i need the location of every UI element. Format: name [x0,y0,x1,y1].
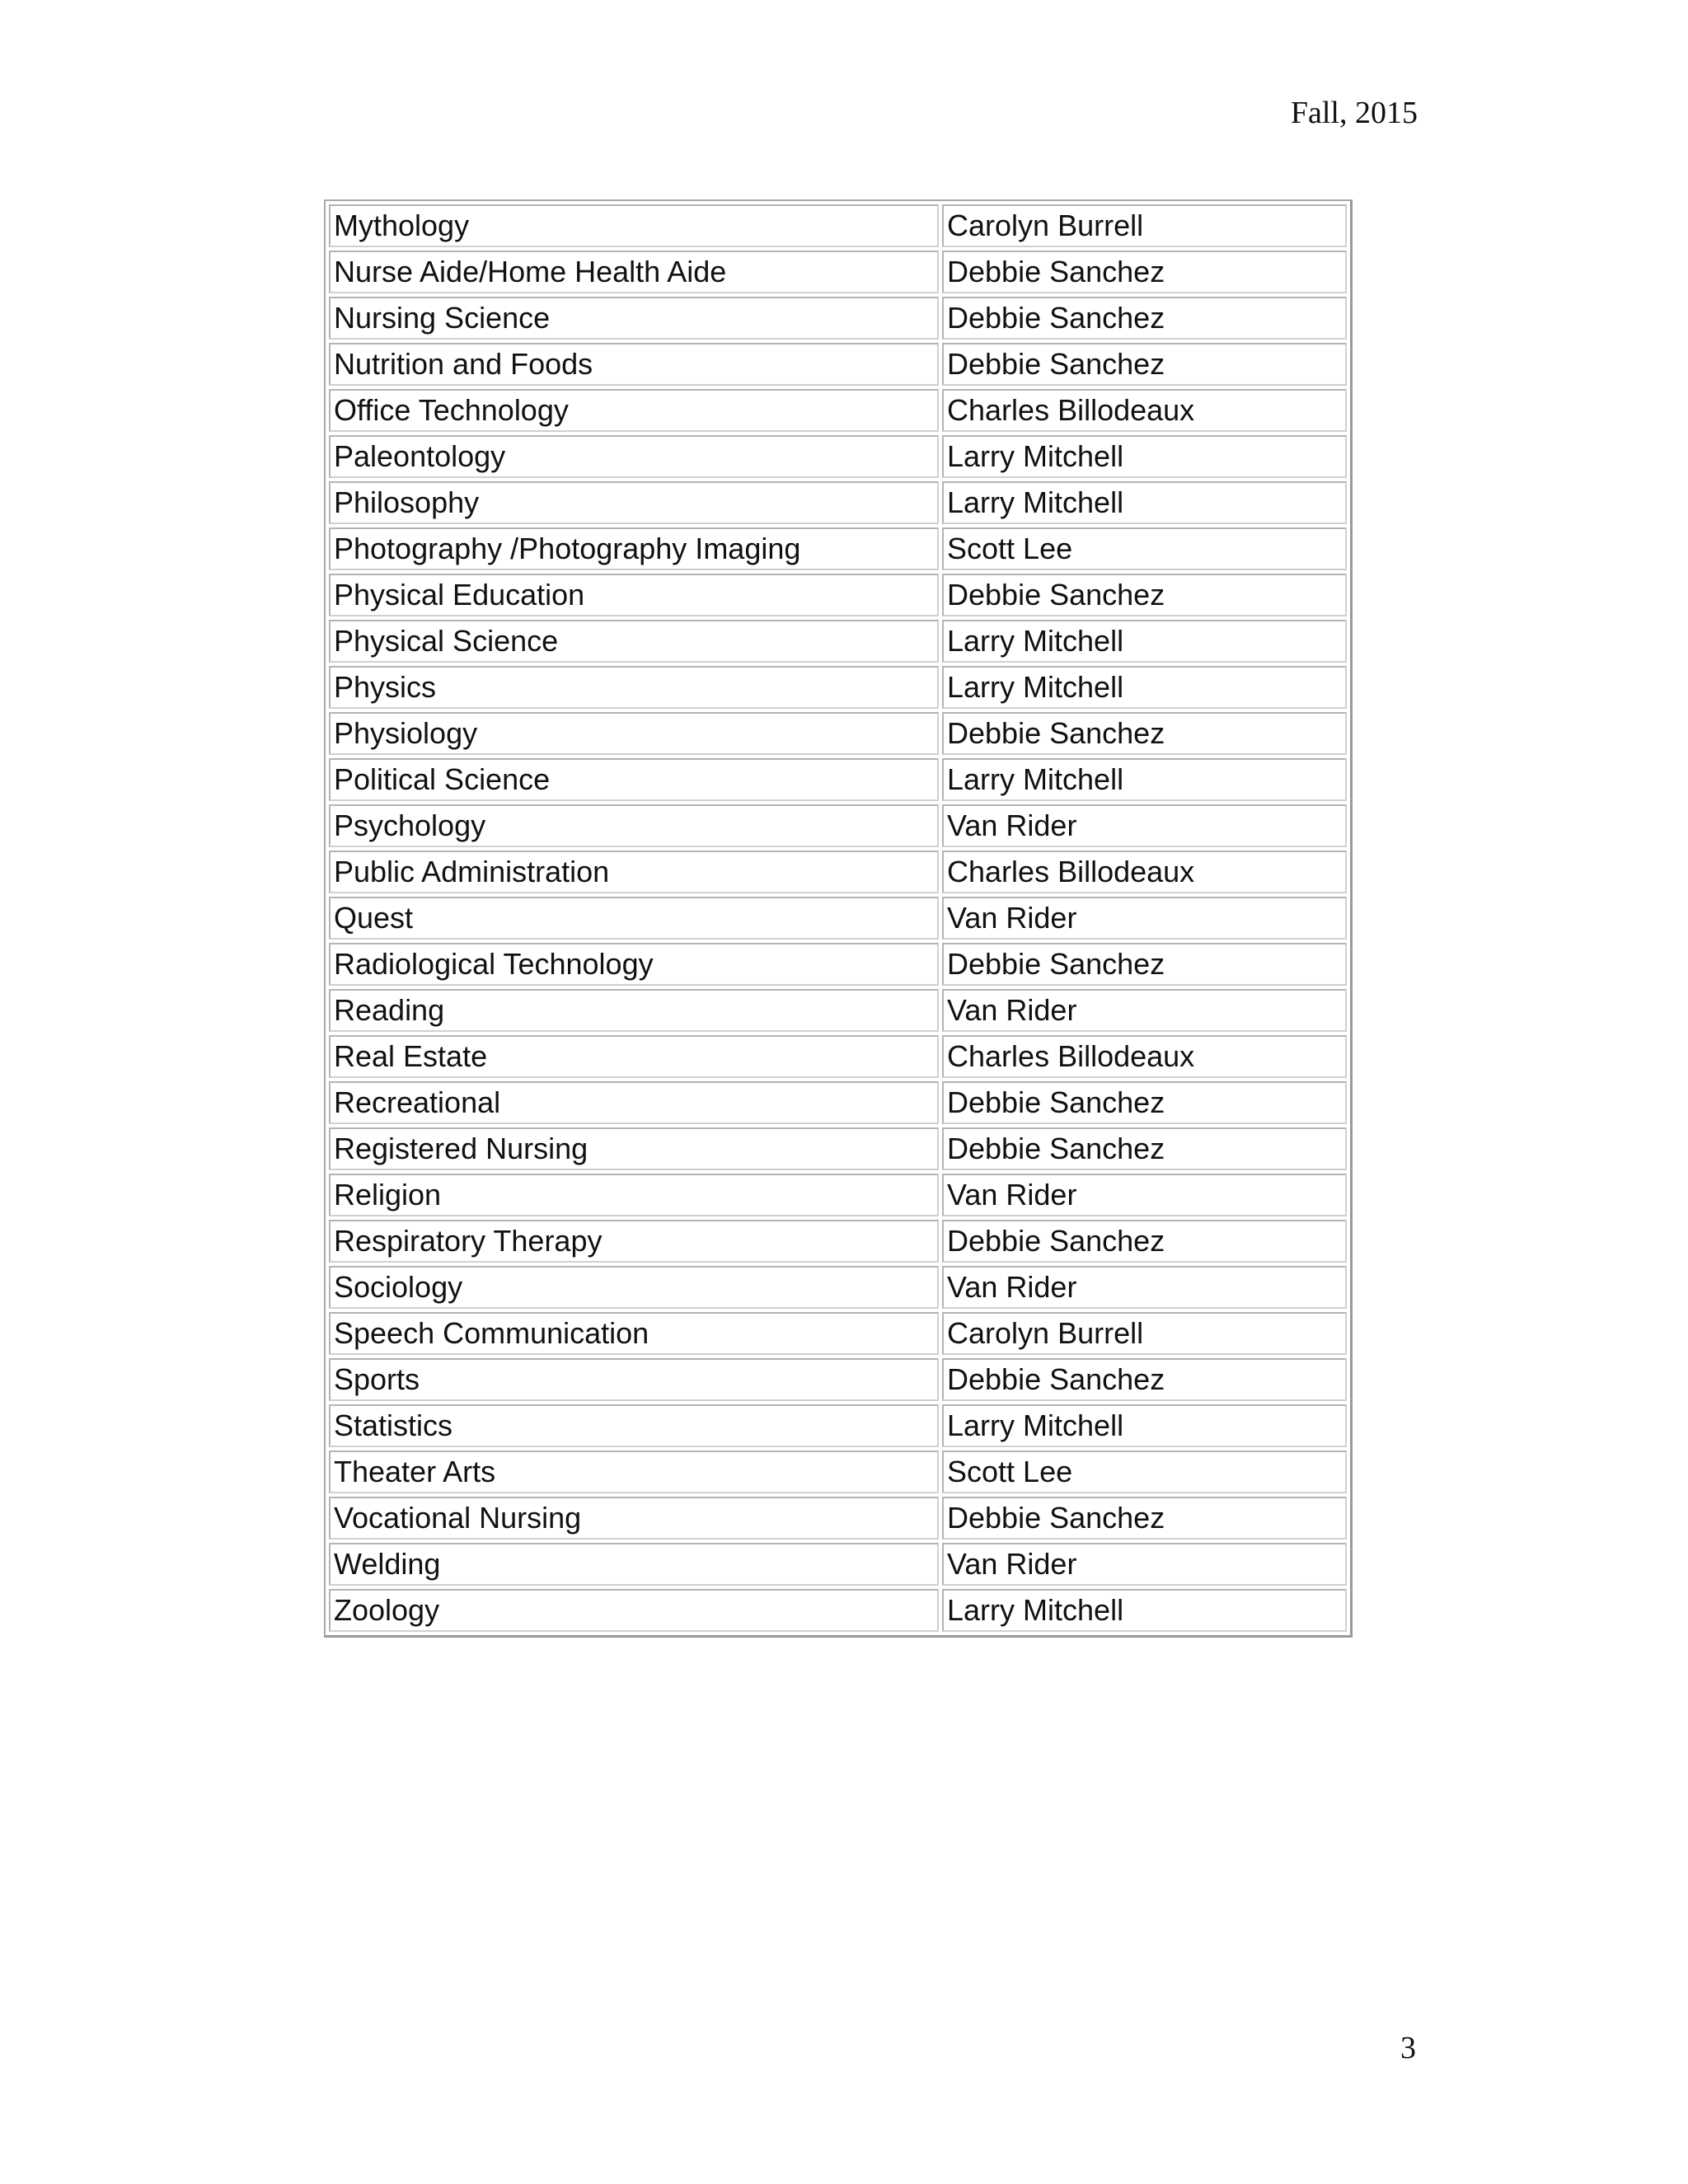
subject-cell: Physics [329,666,939,709]
contact-cell: Scott Lee [942,1451,1347,1493]
subject-cell: Religion [329,1174,939,1216]
table-row [329,297,1347,340]
subject-cell: Office Technology [329,389,939,432]
table-row [329,251,1347,293]
subject-cell: Reading [329,989,939,1032]
table-row [329,527,1347,570]
contact-cell: Larry Mitchell [942,435,1347,478]
table-row [329,897,1347,940]
page-number: 3 [1400,2031,1416,2065]
contact-cell: Debbie Sanchez [942,1220,1347,1263]
table-row [329,804,1347,847]
table-row [329,435,1347,478]
contact-cell: Debbie Sanchez [942,1497,1347,1540]
table-row [329,989,1347,1032]
subject-cell: Respiratory Therapy [329,1220,939,1263]
contact-cell: Van Rider [942,989,1347,1032]
contact-cell: Charles Billodeaux [942,851,1347,893]
subject-cell: Political Science [329,758,939,801]
subject-contact-table [324,199,1353,1638]
contact-cell: Larry Mitchell [942,758,1347,801]
subject-cell: Nurse Aide/Home Health Aide [329,251,939,293]
contact-cell: Larry Mitchell [942,620,1347,663]
subject-cell: Real Estate [329,1035,939,1078]
subject-cell: Public Administration [329,851,939,893]
table-row [329,343,1347,386]
table-row [329,1497,1347,1540]
contact-cell: Debbie Sanchez [942,943,1347,986]
table-row [329,574,1347,616]
table-row [329,1589,1347,1632]
table-row [329,666,1347,709]
subject-cell: Mythology [329,204,939,247]
contact-cell: Debbie Sanchez [942,574,1347,616]
contact-cell: Debbie Sanchez [942,297,1347,340]
contact-cell: Charles Billodeaux [942,1035,1347,1078]
contact-cell: Debbie Sanchez [942,712,1347,755]
table-row [329,481,1347,524]
table-row [329,1451,1347,1493]
page-header-term: Fall, 2015 [1290,96,1418,130]
table-row [329,1220,1347,1263]
contact-cell: Larry Mitchell [942,481,1347,524]
table-row [329,1266,1347,1309]
table-row [329,1312,1347,1355]
subject-cell: Statistics [329,1404,939,1447]
contact-cell: Van Rider [942,1266,1347,1309]
contact-cell: Carolyn Burrell [942,204,1347,247]
subject-cell: Speech Communication [329,1312,939,1355]
subject-cell: Zoology [329,1589,939,1632]
subject-cell: Theater Arts [329,1451,939,1493]
contact-cell: Debbie Sanchez [942,1127,1347,1170]
table-row [329,1358,1347,1401]
contact-cell: Debbie Sanchez [942,343,1347,386]
table-row [329,204,1347,247]
contact-cell: Van Rider [942,804,1347,847]
contact-cell: Charles Billodeaux [942,389,1347,432]
contact-cell: Van Rider [942,1543,1347,1586]
subject-cell: Radiological Technology [329,943,939,986]
subject-cell: Psychology [329,804,939,847]
contact-cell: Larry Mitchell [942,1589,1347,1632]
table-row [329,758,1347,801]
table-row [329,1081,1347,1124]
contact-cell: Larry Mitchell [942,666,1347,709]
table-row [329,620,1347,663]
subject-cell: Nutrition and Foods [329,343,939,386]
contact-cell: Van Rider [942,897,1347,940]
subject-cell: Photography /Photography Imaging [329,527,939,570]
contact-cell: Larry Mitchell [942,1404,1347,1447]
contact-cell: Van Rider [942,1174,1347,1216]
table-row [329,1404,1347,1447]
subject-cell: Sociology [329,1266,939,1309]
table-body [329,204,1347,1632]
table-row [329,1127,1347,1170]
table-row [329,1035,1347,1078]
table-row [329,943,1347,986]
subject-cell: Philosophy [329,481,939,524]
contact-cell: Carolyn Burrell [942,1312,1347,1355]
subject-cell: Physical Education [329,574,939,616]
subject-cell: Quest [329,897,939,940]
subject-cell: Physiology [329,712,939,755]
contact-cell: Debbie Sanchez [942,251,1347,293]
subject-cell: Nursing Science [329,297,939,340]
table-row [329,389,1347,432]
contact-cell: Scott Lee [942,527,1347,570]
table-row [329,1174,1347,1216]
subject-cell: Recreational [329,1081,939,1124]
subject-cell: Sports [329,1358,939,1401]
table-row [329,1543,1347,1586]
subject-cell: Welding [329,1543,939,1586]
table-row [329,712,1347,755]
subject-cell: Physical Science [329,620,939,663]
subject-cell: Vocational Nursing [329,1497,939,1540]
contact-cell: Debbie Sanchez [942,1358,1347,1401]
table-row [329,851,1347,893]
contact-cell: Debbie Sanchez [942,1081,1347,1124]
subject-cell: Registered Nursing [329,1127,939,1170]
subject-cell: Paleontology [329,435,939,478]
